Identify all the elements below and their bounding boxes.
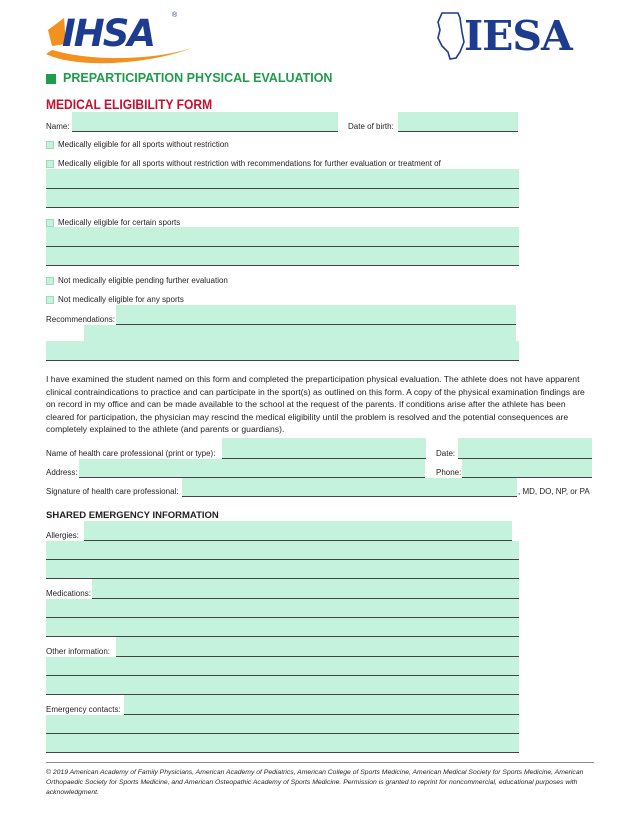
emergency-title: SHARED EMERGENCY INFORMATION	[46, 510, 219, 521]
other-information-field-2[interactable]	[46, 657, 519, 675]
option-eligible-all: Medically eligible for all sports without restriction	[58, 140, 229, 149]
iesa-wordmark: IESA	[464, 12, 572, 60]
attestation-text: I have examined the student named on this form and completed the preparticipation physical evaluation. The athlete does not have apparent clinical contraindications to practice and can participate in the sport(s) as outlined on this form. A copy of the physical examination findings are on record in my office and can be made available to the school at the request of the parents. If conditions arise after the athlete has been cleared for participation, the physician may rescind the medical eligibility until the problem is resolved and the potential consequences are completely explained to the athlete (and parents or guardians).	[46, 374, 585, 435]
illinois-state-icon	[436, 12, 466, 60]
option-not-eligible-pending: Not medically eligible pending further evaluation	[58, 276, 228, 285]
other-information-field-1[interactable]	[116, 637, 519, 656]
recommendations-field-1[interactable]	[116, 305, 516, 324]
ihsa-wordmark: IHSA	[62, 12, 155, 55]
allergies-field-3[interactable]	[46, 560, 519, 578]
medications-field-1[interactable]	[92, 579, 519, 598]
emergency-contacts-field-3[interactable]	[46, 734, 519, 752]
recommendations-field-3[interactable]	[46, 341, 519, 360]
recommendations-label: Recommendations:	[46, 315, 115, 324]
address-field[interactable]	[79, 459, 425, 477]
registered-mark: ®	[172, 12, 178, 19]
checkbox-eligible-all[interactable]	[46, 141, 54, 149]
date-label: Date:	[436, 449, 456, 458]
provider-name-field[interactable]	[222, 438, 426, 458]
dob-field[interactable]	[398, 112, 518, 131]
date-field[interactable]	[458, 438, 592, 458]
address-label: Address:	[46, 468, 78, 477]
certain-sports-field-1[interactable]	[46, 227, 519, 246]
checkbox-not-eligible-pending[interactable]	[46, 277, 54, 285]
provider-name-label: Name of health care professional (print or type):	[46, 449, 216, 458]
form-title: MEDICAL ELIGIBILITY FORM	[46, 96, 213, 112]
medications-field-3[interactable]	[46, 618, 519, 636]
recommendations-field-2[interactable]	[84, 325, 516, 341]
option-eligible-certain-sports: Medically eligible for certain sports	[58, 218, 181, 227]
dob-label: Date of birth:	[348, 122, 394, 131]
section-title: PREPARTICIPATION PHYSICAL EVALUATION	[63, 71, 333, 85]
recommendations-detail-field-1[interactable]	[46, 169, 519, 188]
footer-divider	[46, 762, 594, 763]
medications-label: Medications:	[46, 589, 91, 598]
phone-label: Phone:	[436, 468, 462, 477]
emergency-contacts-field-1[interactable]	[124, 695, 519, 714]
other-information-label: Other information:	[46, 647, 111, 656]
section-marker-icon	[46, 74, 56, 84]
recommendations-detail-field-2[interactable]	[46, 189, 519, 207]
iesa-logo	[436, 10, 596, 62]
emergency-contacts-field-2[interactable]	[46, 715, 519, 733]
certain-sports-field-2[interactable]	[46, 247, 519, 265]
copyright-footer: © 2019 American Academy of Family Physicians, American Academy of Pediatrics, American College of Sports Medicine, American Medical Society for Sports Medicine, American Orthopaedic Society for Sports Medicine, and American Osteopathic Academy of Sports Medicine. Permission is granted to reprint for noncommercial, educational purposes with acknowledgment.	[46, 769, 584, 796]
other-information-field-3[interactable]	[46, 676, 519, 694]
name-label: Name:	[46, 122, 70, 131]
medications-field-2[interactable]	[46, 599, 519, 617]
credentials-label: , MD, DO, NP, or PA	[518, 487, 590, 496]
emergency-contacts-label: Emergency contacts:	[46, 705, 121, 714]
ihsa-logo	[44, 10, 194, 66]
option-eligible-with-recommendations: Medically eligible for all sports without restriction with recommendations for further evaluation or treatment of	[58, 159, 441, 168]
option-not-eligible-any: Not medically eligible for any sports	[58, 295, 184, 304]
checkbox-not-eligible-any[interactable]	[46, 296, 54, 304]
name-field[interactable]	[72, 112, 338, 131]
phone-field[interactable]	[462, 459, 592, 477]
allergies-field-1[interactable]	[84, 521, 512, 540]
signature-label: Signature of health care professional:	[46, 487, 179, 496]
allergies-label: Allergies:	[46, 531, 79, 540]
checkbox-eligible-certain-sports[interactable]	[46, 219, 54, 227]
allergies-field-2[interactable]	[46, 541, 519, 559]
checkbox-eligible-with-recommendations[interactable]	[46, 160, 54, 168]
signature-field[interactable]	[182, 478, 517, 496]
